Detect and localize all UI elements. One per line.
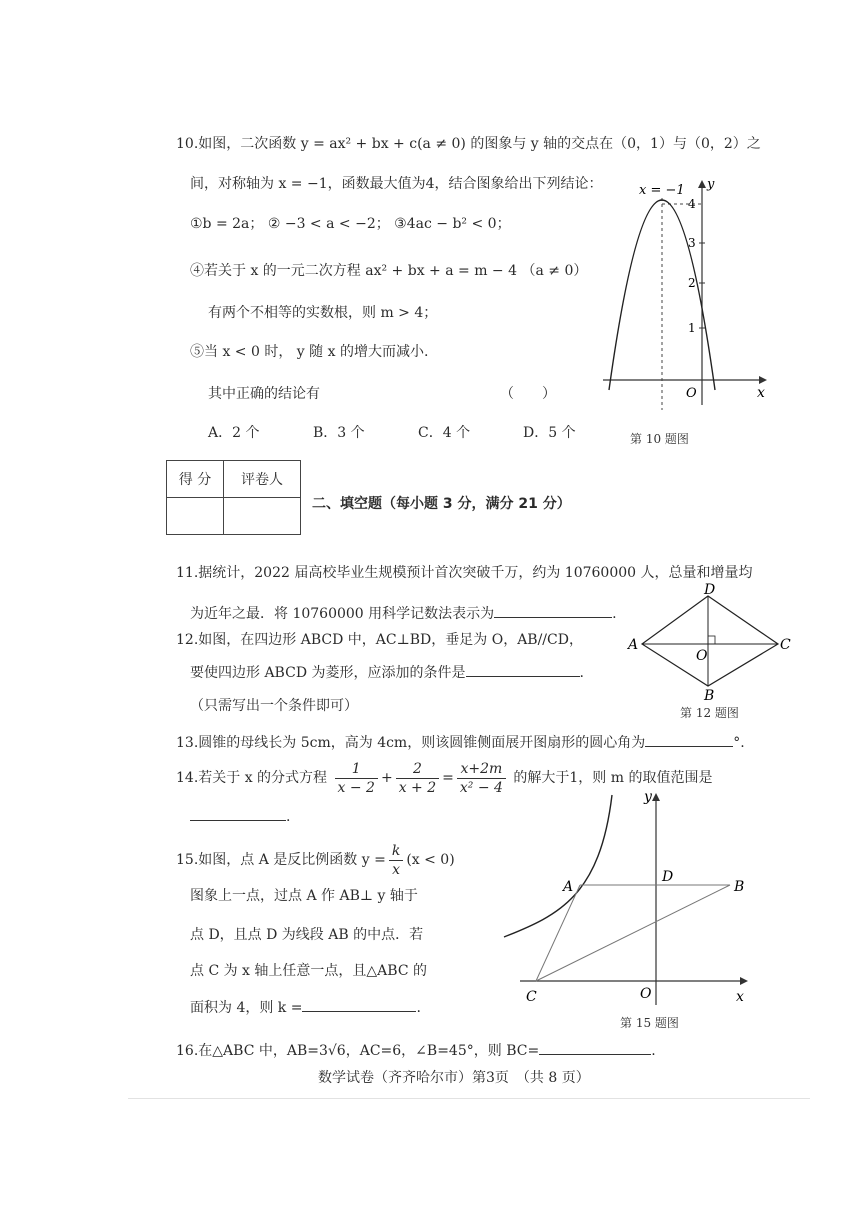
point-c: C bbox=[526, 989, 537, 1005]
q10-conclusions-123: ①b = 2a； ② −3 < a < −2； ③4ac − b² < 0； bbox=[190, 216, 511, 232]
q11-line1: 11.据统计，2022 届高校毕业生规模预计首次突破千万，约为 10760000 人，总量和增量均 bbox=[176, 565, 753, 581]
q11-line2 bbox=[190, 603, 617, 624]
q13-end: °. bbox=[733, 735, 745, 751]
point-a: A bbox=[628, 637, 639, 653]
frac2-num: 2 bbox=[396, 760, 439, 779]
frac1-den: x − 2 bbox=[337, 779, 375, 796]
q10-line2: 间，对称轴为 x = −1，函数最大值为4，结合图象给出下列结论： bbox=[190, 176, 603, 192]
q14-answer-blank[interactable] bbox=[190, 806, 286, 821]
q10-conclusion-4-cont: 有两个不相等的实数根，则 m > 4； bbox=[208, 305, 438, 321]
x-axis-label: x bbox=[736, 989, 744, 1005]
q13-text: 13.圆锥的母线长为 5cm，高为 4cm，则该圆锥侧面展开图扇形的圆心角为 bbox=[176, 735, 646, 751]
q15-text: 面积为 4，则 k = bbox=[190, 1000, 303, 1016]
y-axis-label: y bbox=[707, 177, 715, 192]
q16-answer-blank[interactable] bbox=[539, 1040, 651, 1055]
q15-hyperbola-figure bbox=[500, 785, 760, 1015]
q13-line bbox=[176, 732, 745, 753]
right-angle-mark bbox=[708, 636, 715, 644]
q14-plus: + bbox=[380, 770, 393, 786]
q10-parabola-figure bbox=[595, 170, 775, 410]
q14-frac3 bbox=[457, 760, 506, 797]
q12-line2 bbox=[190, 662, 584, 683]
section-title: 二、填空题（每小题 3 分，满分 21 分） bbox=[312, 496, 571, 512]
q15-figure-caption: 第 15 题图 bbox=[620, 1016, 679, 1030]
page-footer: 数学试卷（齐齐哈尔市）第3页 （共 8 页） bbox=[318, 1070, 590, 1086]
q10-question: 其中正确的结论有 bbox=[208, 386, 320, 402]
x-axis-label: x bbox=[757, 385, 765, 401]
q15-line3: 点 D，且点 D 为线段 AB 的中点．若 bbox=[190, 927, 424, 943]
q12-line1: 12.如图，在四边形 ABCD 中，AC⊥BD，垂足为 O，AB//CD， bbox=[176, 632, 583, 648]
option-c[interactable]: C．4 个 bbox=[418, 425, 471, 441]
q10-answer-paren: （ ） bbox=[500, 386, 556, 402]
q10-line1: 10.如图，二次函数 y = ax² + bx + c(a ≠ 0) 的图象与 y 轴的交点在（0，1）与（0，2）之 bbox=[176, 136, 761, 152]
origin-o: O bbox=[640, 986, 652, 1002]
q15-line5 bbox=[190, 997, 421, 1018]
origin-label: O bbox=[686, 386, 697, 401]
point-c: C bbox=[780, 637, 791, 653]
q12-end: . bbox=[579, 665, 584, 681]
q14-prefix: 14.若关于 x 的分式方程 bbox=[176, 770, 328, 786]
segment-ca bbox=[536, 885, 580, 981]
q15-frac-den: x bbox=[392, 861, 401, 878]
q14-blank-line bbox=[190, 806, 290, 827]
q10-figure-caption: 第 10 题图 bbox=[630, 432, 689, 446]
x-axis-arrow bbox=[740, 977, 748, 985]
q12-answer-blank[interactable] bbox=[466, 662, 580, 677]
q16-text: 16.在△ABC 中，AB=3√6，AC=6，∠B=45°，则 BC= bbox=[176, 1043, 540, 1059]
x-axis-arrow bbox=[759, 376, 767, 384]
grader-cell[interactable] bbox=[224, 498, 301, 535]
hyperbola-branch bbox=[504, 795, 612, 937]
q15-line4: 点 C 为 x 轴上任意一点，且△ABC 的 bbox=[190, 963, 427, 979]
q14-frac1 bbox=[335, 760, 378, 797]
q11-text: 为近年之最．将 10760000 用科学记数法表示为 bbox=[190, 606, 495, 622]
segment-cb bbox=[536, 885, 730, 981]
q10-options bbox=[208, 423, 628, 443]
frac2-den: x + 2 bbox=[398, 779, 437, 796]
q10-conclusion-4: ④若关于 x 的一元二次方程 ax² + bx + a = m − 4 （a ≠ 0） bbox=[190, 263, 588, 279]
y-tick-3: 3 bbox=[688, 236, 696, 250]
q15-end: . bbox=[416, 1000, 421, 1016]
point-b: B bbox=[704, 688, 715, 700]
y-tick-1: 1 bbox=[688, 321, 696, 335]
frac3-den: x² − 4 bbox=[459, 779, 503, 796]
q14-suffix: 的解大于1，则 m 的取值范围是 bbox=[513, 770, 713, 786]
score-cell[interactable] bbox=[167, 498, 224, 535]
frac3-num: x+2m bbox=[457, 760, 506, 779]
q11-answer-blank[interactable] bbox=[494, 603, 612, 618]
point-d: D bbox=[704, 582, 716, 598]
q15-line2: 图象上一点，过点 A 作 AB⊥ y 轴于 bbox=[190, 888, 418, 904]
point-d: D bbox=[662, 869, 674, 885]
q15-line1 bbox=[176, 840, 455, 880]
grader-header: 评卷人 bbox=[224, 461, 301, 498]
q15-frac bbox=[389, 842, 403, 879]
q12-text: 要使四边形 ABCD 为菱形，应添加的条件是 bbox=[190, 665, 466, 681]
q11-end: . bbox=[612, 606, 617, 622]
q15-answer-blank[interactable] bbox=[302, 997, 416, 1012]
q14-equals: = bbox=[442, 770, 454, 786]
q12-rhombus-figure bbox=[620, 580, 800, 700]
q15-line1-post: (x < 0) bbox=[406, 852, 455, 868]
bottom-divider bbox=[128, 1098, 810, 1099]
q13-answer-blank[interactable] bbox=[645, 732, 733, 747]
score-table bbox=[166, 460, 301, 535]
q12-figure-caption: 第 12 题图 bbox=[680, 706, 739, 720]
q14-frac2 bbox=[396, 760, 439, 797]
score-header: 得 分 bbox=[167, 461, 224, 498]
y-tick-4: 4 bbox=[688, 197, 696, 211]
option-b[interactable]: B．3 个 bbox=[313, 425, 365, 441]
y-axis-arrow bbox=[652, 793, 660, 801]
q10-conclusion-5: ⑤当 x < 0 时， y 随 x 的增大而减小. bbox=[190, 344, 429, 360]
q16-line bbox=[176, 1040, 656, 1061]
quadrilateral-abcd bbox=[642, 596, 778, 686]
symmetry-label: x = −1 bbox=[639, 183, 685, 198]
q12-note: （只需写出一个条件即可） bbox=[190, 698, 358, 714]
q16-end: . bbox=[651, 1043, 656, 1059]
q14-end: . bbox=[286, 809, 291, 825]
q15-frac-num: k bbox=[389, 842, 403, 861]
option-d[interactable]: D．5 个 bbox=[523, 425, 576, 441]
option-a[interactable]: A．2 个 bbox=[208, 425, 260, 441]
q15-line1-pre: 15.如图，点 A 是反比例函数 y = bbox=[176, 852, 386, 868]
point-b: B bbox=[734, 879, 745, 895]
point-o: O bbox=[696, 648, 708, 664]
y-tick-2: 2 bbox=[688, 276, 696, 290]
frac1-num: 1 bbox=[335, 760, 378, 779]
point-a: A bbox=[563, 879, 574, 895]
y-axis-arrow bbox=[698, 180, 706, 188]
y-axis-label: y bbox=[644, 789, 652, 805]
